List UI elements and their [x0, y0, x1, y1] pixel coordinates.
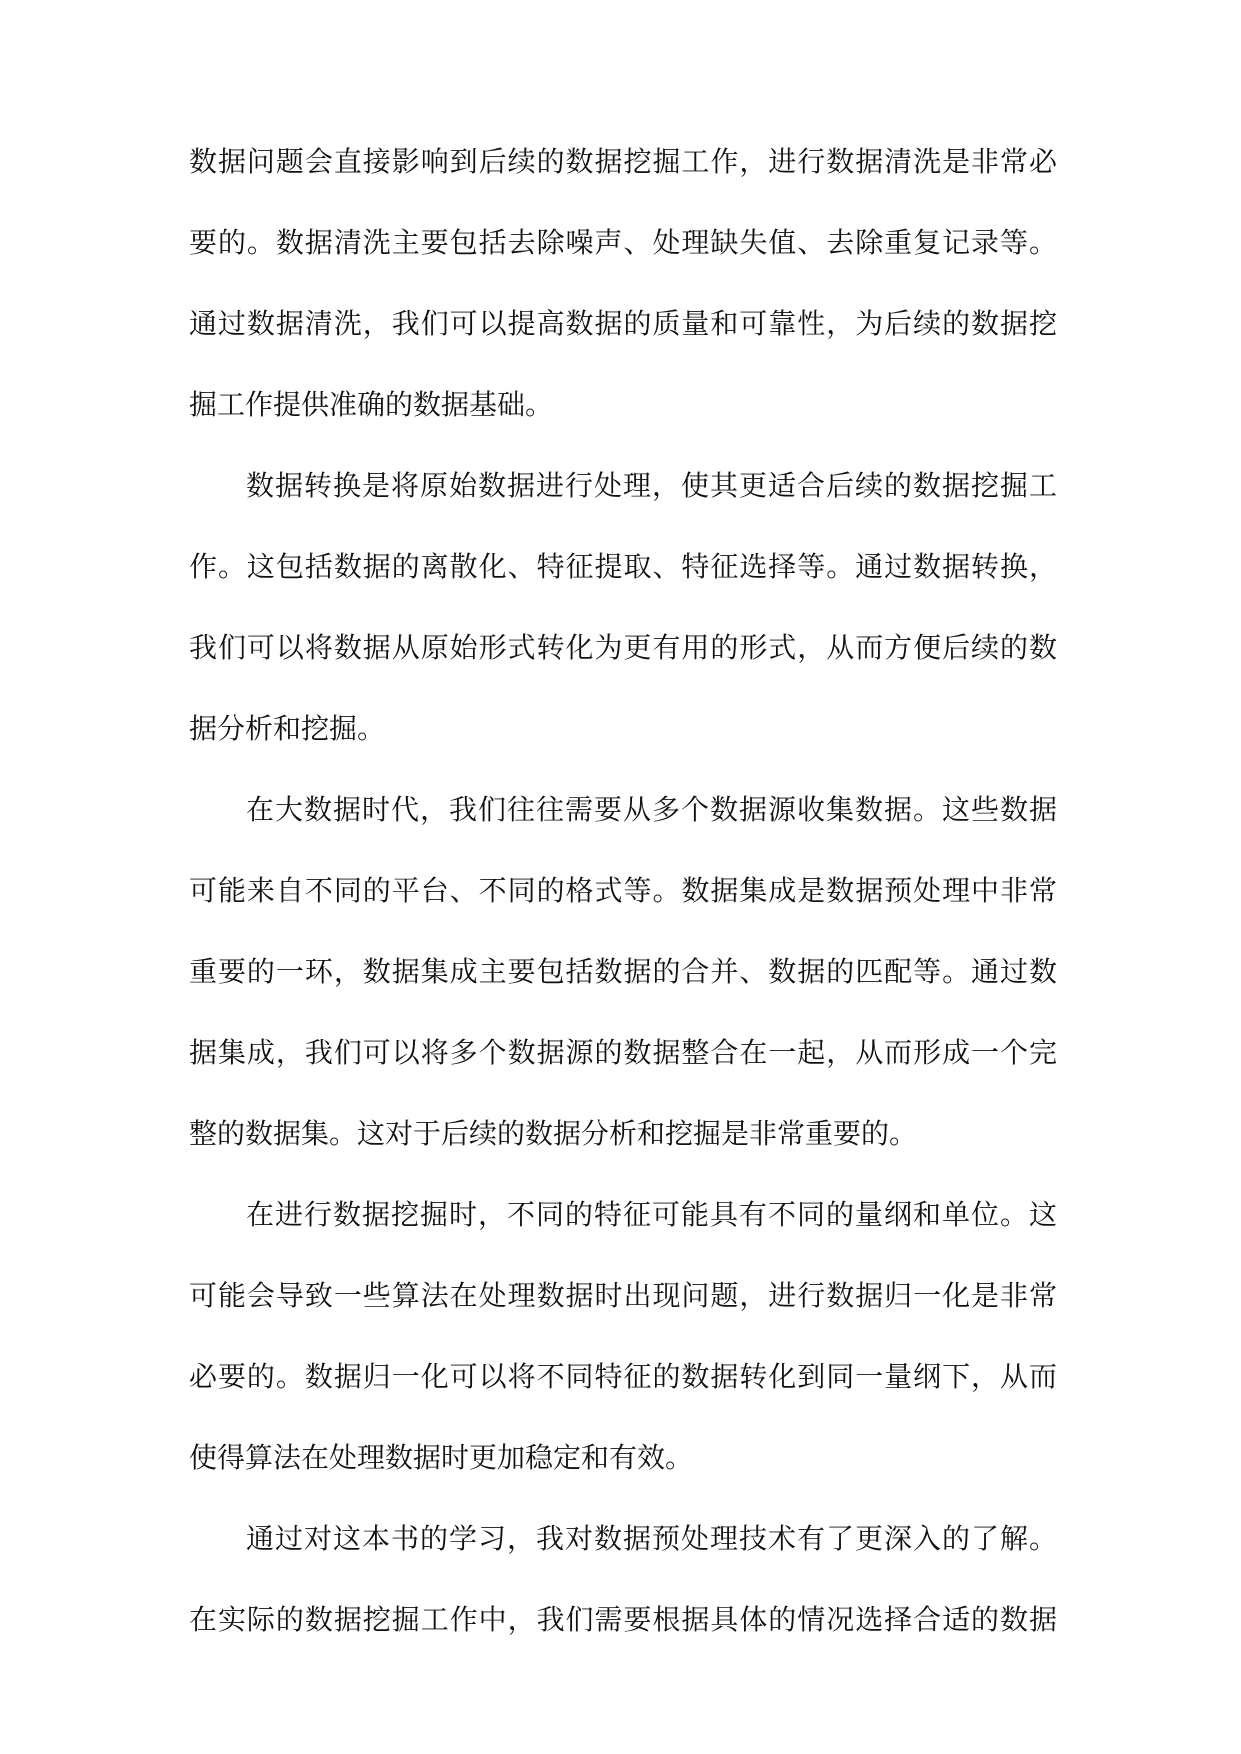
text-line: 可能来自不同的平台、不同的格式等。数据集成是数据预处理中非常 [189, 874, 1057, 907]
text-line: 通过对这本书的学习，我对数据预处理技术有了更深入的了解。 [246, 1522, 1057, 1555]
text-line: 作。这包括数据的离散化、特征提取、特征选择等。通过数据转换， [189, 550, 1057, 583]
text-line: 必要的。数据归一化可以将不同特征的数据转化到同一量纲下，从而 [189, 1360, 1057, 1393]
text-line: 使得算法在处理数据时更加稳定和有效。 [189, 1441, 694, 1474]
text-line: 在实际的数据挖掘工作中，我们需要根据具体的情况选择合适的数据 [189, 1603, 1057, 1636]
text-line: 通过数据清洗，我们可以提高数据的质量和可靠性，为后续的数据挖 [189, 307, 1057, 340]
paragraph-summary [189, 1520, 1057, 1638]
paragraph-data-normalization [189, 1196, 1057, 1476]
text-line: 数据问题会直接影响到后续的数据挖掘工作，进行数据清洗是非常必 [189, 145, 1057, 178]
text-line: 据分析和挖掘。 [189, 712, 386, 745]
paragraph-data-transformation [189, 467, 1057, 747]
text-line: 据集成，我们可以将多个数据源的数据整合在一起，从而形成一个完 [189, 1036, 1057, 1069]
paragraph-data-integration [189, 791, 1057, 1152]
text-line: 整的数据集。这对于后续的数据分析和挖掘是非常重要的。 [189, 1117, 918, 1150]
paragraph-data-cleaning [189, 143, 1057, 423]
text-line: 可能会导致一些算法在处理数据时出现问题，进行数据归一化是非常 [189, 1279, 1057, 1312]
text-line: 要的。数据清洗主要包括去除噪声、处理缺失值、去除重复记录等。 [189, 226, 1057, 259]
text-line: 掘工作提供准确的数据基础。 [189, 388, 554, 421]
text-line: 在进行数据挖掘时，不同的特征可能具有不同的量纲和单位。这 [246, 1198, 1057, 1231]
body-text [189, 143, 1057, 1682]
text-line: 我们可以将数据从原始形式转化为更有用的形式，从而方便后续的数 [189, 631, 1057, 664]
text-line: 重要的一环，数据集成主要包括数据的合并、数据的匹配等。通过数 [189, 955, 1057, 988]
text-line: 在大数据时代，我们往往需要从多个数据源收集数据。这些数据 [246, 793, 1057, 826]
text-line: 数据转换是将原始数据进行处理，使其更适合后续的数据挖掘工 [246, 469, 1057, 502]
